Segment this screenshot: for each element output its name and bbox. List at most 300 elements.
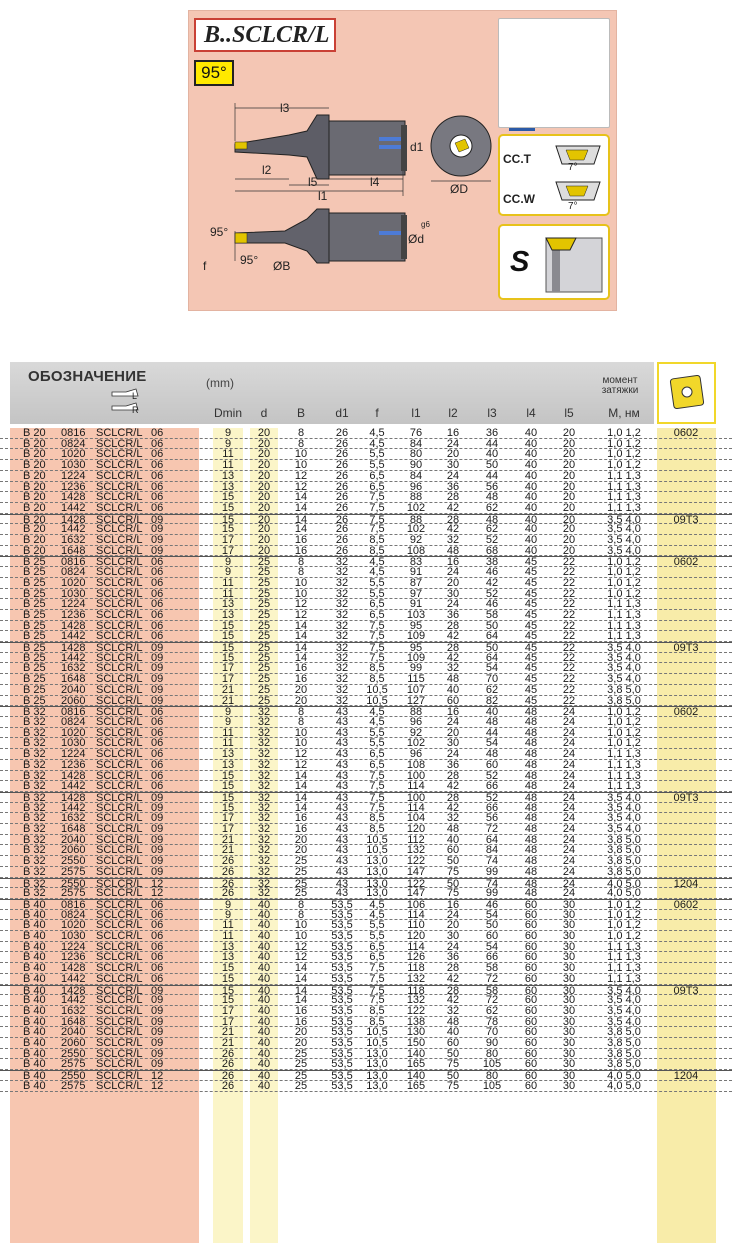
cell-insert: 1204 [673, 877, 699, 890]
cell-size: 1224 [61, 598, 86, 611]
cell-code: B 40 [23, 930, 46, 943]
cell-l3: 66 [485, 951, 499, 964]
cell-code: B 20 [23, 523, 46, 536]
cell-dmin: 15 [221, 994, 235, 1007]
cell-d: 32 [257, 748, 271, 761]
cc-t-label: CC.T [503, 152, 531, 166]
cell-d1: 43 [335, 758, 349, 771]
cell-d1: 43 [335, 865, 349, 878]
cell-l5: 22 [562, 576, 576, 589]
cell-size: 1428 [61, 791, 86, 804]
cell-f: 4,5 [369, 566, 385, 579]
cell-f: 10,5 [366, 694, 388, 707]
cell-size: 1632 [61, 662, 86, 675]
cell-size: 1442 [61, 780, 86, 793]
cell-insert-size: 06 [151, 587, 164, 600]
cell-l5: 20 [562, 544, 576, 557]
cell-l1: 88 [409, 491, 423, 504]
cell-insert: 09T3 [673, 984, 699, 997]
cell-dmin: 26 [221, 1047, 235, 1060]
col-l1: l1 [411, 406, 421, 420]
cell-insert: 0602 [673, 556, 699, 569]
cell-dmin: 11 [222, 726, 234, 739]
cell-size: 1632 [61, 812, 86, 825]
cell-d1: 32 [335, 662, 349, 675]
cell-d1: 26 [335, 459, 349, 472]
cell-l5: 24 [562, 833, 576, 846]
cell-size: 2575 [61, 1079, 86, 1092]
cell-torque: 1,0 1,2 [607, 587, 641, 600]
cell-l3: 38 [485, 556, 499, 569]
cell-l4: 48 [524, 887, 538, 900]
cell-d1: 43 [335, 706, 349, 719]
cell-B: 14 [294, 780, 308, 793]
cell-torque: 3,8 5,0 [607, 865, 641, 878]
cell-l4: 60 [524, 919, 538, 932]
cell-dmin: 9 [224, 437, 232, 450]
cell-l5: 24 [562, 758, 576, 771]
cell-f: 4,5 [369, 556, 385, 569]
cell-series: SCLCR/L [96, 812, 143, 825]
dim-l1: l1 [318, 189, 328, 203]
cell-series: SCLCR/L [96, 1047, 143, 1060]
cell-d: 40 [257, 962, 271, 975]
cell-l2: 24 [446, 598, 460, 611]
cell-l5: 24 [562, 715, 576, 728]
cell-l4: 40 [524, 501, 538, 514]
cell-insert-size: 09 [151, 651, 164, 664]
cell-l5: 30 [562, 1026, 576, 1039]
cell-code: B 40 [23, 1070, 46, 1083]
cell-d1: 26 [335, 448, 349, 461]
cell-f: 7,5 [369, 994, 385, 1007]
cell-insert-size: 09 [151, 855, 164, 868]
cell-d: 32 [257, 706, 271, 719]
cell-series: SCLCR/L [96, 694, 143, 707]
cell-code: B 20 [23, 480, 46, 493]
cell-f: 13,0 [366, 1047, 388, 1060]
cell-insert-size: 12 [151, 877, 164, 890]
cell-d1: 32 [335, 587, 349, 600]
cell-size: 1030 [61, 737, 86, 750]
col-l5: l5 [564, 406, 574, 420]
cell-f: 6,5 [369, 940, 385, 953]
cell-code: B 32 [23, 833, 46, 846]
cell-l2: 24 [446, 748, 460, 761]
cell-d: 40 [257, 1070, 271, 1083]
cell-series: SCLCR/L [96, 930, 143, 943]
cell-code: B 25 [23, 694, 46, 707]
cell-d1: 26 [335, 427, 349, 439]
cell-l1: 95 [409, 619, 423, 632]
cell-l3: 48 [485, 715, 499, 728]
cell-d1: 43 [335, 748, 349, 761]
cell-l3: 40 [485, 448, 499, 461]
cell-torque: 1,1 1,3 [607, 972, 641, 985]
cell-torque: 3,8 5,0 [607, 844, 641, 857]
dim-angle-95b: 95° [240, 253, 259, 267]
cell-l3: 99 [485, 865, 499, 878]
cell-size: 1030 [61, 587, 86, 600]
col-B: B [296, 406, 305, 420]
cell-d: 20 [257, 469, 271, 482]
cell-l2: 16 [446, 706, 460, 719]
cell-f: 7,5 [369, 791, 385, 804]
cell-l5: 22 [562, 683, 576, 696]
cell-d: 25 [257, 587, 271, 600]
cell-dmin: 15 [221, 630, 235, 643]
cell-dmin: 15 [221, 642, 235, 655]
cell-insert-size: 06 [151, 469, 164, 482]
cell-d1: 53,5 [331, 994, 353, 1007]
cell-l3: 84 [485, 844, 499, 857]
cell-l2: 42 [446, 630, 460, 643]
cell-l1: 108 [406, 544, 426, 557]
cell-l5: 24 [562, 823, 576, 836]
cell-dmin: 11 [222, 459, 234, 472]
cell-d: 20 [257, 491, 271, 504]
cell-l5: 22 [562, 694, 576, 707]
left-hand-label: L [132, 391, 138, 401]
cell-torque: 3,5 4,0 [607, 662, 641, 675]
cell-series: SCLCR/L [96, 887, 143, 900]
cell-l3: 54 [485, 737, 499, 750]
cell-l5: 20 [562, 523, 576, 536]
cell-size: 2060 [61, 694, 86, 707]
cell-f: 6,5 [369, 748, 385, 761]
cell-code: B 32 [23, 812, 46, 825]
cell-torque: 1,0 1,2 [607, 576, 641, 589]
cell-B: 16 [294, 812, 308, 825]
cell-l4: 60 [524, 1070, 538, 1083]
cell-size: 0824 [61, 566, 86, 579]
cell-f: 7,5 [369, 619, 385, 632]
cell-torque: 1,1 1,3 [607, 598, 641, 611]
cell-l1: 140 [406, 1047, 426, 1060]
col-d1: d1 [335, 406, 349, 420]
dim-f: f [203, 259, 207, 273]
cell-d: 25 [257, 619, 271, 632]
cell-l4: 60 [524, 1037, 538, 1050]
cell-l4: 45 [524, 619, 538, 632]
cell-l3: 44 [485, 726, 499, 739]
cell-l2: 50 [446, 855, 460, 868]
cell-l1: 114 [407, 801, 425, 814]
cell-series: SCLCR/L [96, 833, 143, 846]
cell-f: 8,5 [369, 1004, 385, 1017]
cell-d: 32 [257, 715, 271, 728]
cell-l4: 48 [524, 865, 538, 878]
cell-l2: 16 [446, 427, 460, 439]
cell-dmin: 9 [224, 908, 232, 921]
cell-l1: 140 [406, 1070, 426, 1083]
cell-l5: 24 [562, 769, 576, 782]
cell-l4: 45 [524, 673, 538, 686]
cell-torque: 3,5 4,0 [607, 1015, 641, 1028]
clamp-system-letter: S [510, 246, 530, 278]
cell-torque: 3,5 4,0 [607, 984, 641, 997]
cell-insert-size: 06 [151, 908, 164, 921]
cell-d: 25 [257, 630, 271, 643]
cell-code: B 32 [23, 758, 46, 771]
cell-l2: 42 [446, 651, 460, 664]
cell-dmin: 13 [221, 758, 235, 771]
cell-size: 0816 [61, 898, 86, 911]
cell-insert-size: 06 [151, 726, 164, 739]
cell-insert-size: 09 [151, 683, 164, 696]
cell-l1: 138 [406, 1015, 426, 1028]
cell-d: 40 [257, 984, 271, 997]
cell-code: B 40 [23, 908, 46, 921]
cell-size: 2575 [61, 1058, 86, 1071]
cell-d: 25 [257, 662, 271, 675]
cell-d: 40 [257, 1037, 271, 1050]
cell-l4: 60 [524, 994, 538, 1007]
cell-l5: 24 [562, 780, 576, 793]
cell-l4: 60 [524, 1058, 538, 1071]
cell-B: 10 [294, 459, 308, 472]
cell-dmin: 15 [221, 769, 235, 782]
cell-l2: 28 [446, 619, 460, 632]
cell-d: 40 [257, 930, 271, 943]
cell-series: SCLCR/L [96, 566, 143, 579]
cell-series: SCLCR/L [96, 1058, 143, 1071]
cell-l3: 54 [485, 662, 499, 675]
cell-f: 10,5 [366, 1037, 388, 1050]
cell-size: 1236 [61, 758, 86, 771]
cell-B: 20 [294, 683, 308, 696]
cell-code: B 20 [23, 544, 46, 557]
cell-torque: 1,0 1,2 [607, 898, 641, 911]
cell-size: 1442 [61, 630, 86, 643]
cell-code: B 32 [23, 887, 46, 900]
cell-l1: 120 [406, 823, 426, 836]
cell-d1: 32 [335, 598, 349, 611]
cell-insert-size: 06 [151, 459, 164, 472]
cell-torque: 1,0 1,2 [607, 908, 641, 921]
cell-d: 25 [257, 566, 271, 579]
cell-l5: 30 [562, 1079, 576, 1092]
cell-l5: 24 [562, 887, 576, 900]
cell-l5: 24 [562, 706, 576, 719]
cell-l5: 24 [562, 791, 576, 804]
cell-d1: 26 [335, 491, 349, 504]
cell-d1: 32 [335, 683, 349, 696]
cell-d: 32 [257, 823, 271, 836]
cell-torque: 3,8 5,0 [607, 855, 641, 868]
cell-dmin: 13 [221, 598, 235, 611]
cell-l2: 36 [446, 951, 460, 964]
cell-insert-size: 09 [151, 1004, 164, 1017]
cell-d1: 53,5 [331, 1058, 353, 1071]
col-l2: l2 [448, 406, 458, 420]
cell-size: 1648 [61, 1015, 86, 1028]
cell-B: 12 [294, 480, 308, 493]
cell-l2: 36 [446, 608, 460, 621]
cell-l1: 108 [406, 758, 426, 771]
cell-l3: 52 [485, 769, 499, 782]
cell-d1: 53,5 [331, 972, 353, 985]
cell-insert-size: 06 [151, 930, 164, 943]
cell-size: 1442 [61, 801, 86, 814]
cell-l5: 22 [562, 642, 576, 655]
insert-shape-box [657, 362, 716, 424]
col-l3: l3 [487, 406, 497, 420]
cell-size: 1224 [61, 940, 86, 953]
cell-d1: 32 [335, 576, 349, 589]
right-hand-label: R [132, 405, 139, 415]
cell-d1: 53,5 [331, 1047, 353, 1060]
cell-f: 13,0 [366, 1079, 388, 1092]
cell-insert-size: 09 [151, 1026, 164, 1039]
cell-l3: 42 [485, 576, 499, 589]
cell-f: 7,5 [369, 984, 385, 997]
dim-l2: l2 [262, 163, 272, 177]
designation-header: ОБОЗНАЧЕНИЕ [28, 368, 147, 385]
cell-d1: 43 [335, 726, 349, 739]
cell-l2: 30 [446, 930, 460, 943]
table-row [0, 867, 732, 878]
cell-insert-size: 06 [151, 480, 164, 493]
cell-code: B 40 [23, 962, 46, 975]
cell-B: 10 [294, 726, 308, 739]
cell-l1: 80 [409, 448, 423, 461]
cell-dmin: 17 [221, 544, 235, 557]
cell-d1: 53,5 [331, 940, 353, 953]
cell-dmin: 9 [224, 898, 232, 911]
cell-insert: 1204 [673, 1070, 699, 1083]
cell-insert-size: 09 [151, 642, 164, 655]
cell-l3: 80 [485, 1070, 499, 1083]
cell-code: B 32 [23, 844, 46, 857]
cell-l5: 22 [562, 608, 576, 621]
table-row [0, 578, 732, 589]
cell-series: SCLCR/L [96, 1079, 143, 1092]
cell-f: 7,5 [369, 523, 385, 536]
cell-d1: 53,5 [331, 1070, 353, 1083]
cell-torque: 3,5 4,0 [607, 812, 641, 825]
cell-dmin: 21 [221, 1026, 235, 1039]
cell-l2: 42 [446, 501, 460, 514]
cell-l4: 45 [524, 694, 538, 707]
cell-d1: 53,5 [331, 898, 353, 911]
cell-f: 13,0 [366, 877, 388, 890]
cell-l1: 122 [406, 855, 426, 868]
dim-D: ØD [450, 182, 468, 196]
cell-torque: 4,0 5,0 [607, 1070, 641, 1083]
cell-l1: 127 [406, 694, 426, 707]
cell-d1: 53,5 [331, 919, 353, 932]
cell-l2: 60 [446, 844, 460, 857]
cell-l4: 40 [524, 523, 538, 536]
cell-insert-size: 12 [151, 1070, 164, 1083]
cell-dmin: 17 [221, 1004, 235, 1017]
cell-series: SCLCR/L [96, 576, 143, 589]
dim-B: ØB [273, 259, 291, 273]
cell-l3: 64 [485, 651, 499, 664]
cell-l5: 20 [562, 534, 576, 547]
cell-l2: 48 [446, 673, 460, 686]
cell-series: SCLCR/L [96, 823, 143, 836]
cell-l5: 24 [562, 737, 576, 750]
cell-l4: 48 [524, 791, 538, 804]
cell-l3: 58 [485, 962, 499, 975]
cell-f: 8,5 [369, 823, 385, 836]
cell-code: B 25 [23, 608, 46, 621]
cell-l1: 130 [406, 1026, 426, 1039]
cell-B: 20 [294, 833, 308, 846]
cell-l2: 28 [446, 491, 460, 504]
cell-f: 13,0 [366, 887, 388, 900]
cell-code: B 40 [23, 1037, 46, 1050]
cell-l1: 87 [409, 576, 423, 589]
cell-l5: 22 [562, 556, 576, 569]
cell-l1: 132 [406, 844, 426, 857]
cell-code: B 20 [23, 469, 46, 482]
cell-d1: 53,5 [331, 951, 353, 964]
cell-d: 25 [257, 598, 271, 611]
cell-l3: 70 [485, 673, 499, 686]
cell-insert-size: 09 [151, 833, 164, 846]
cell-l3: 50 [485, 919, 499, 932]
cell-f: 7,5 [369, 801, 385, 814]
cell-l4: 45 [524, 642, 538, 655]
cell-B: 25 [294, 1079, 308, 1092]
cell-dmin: 11 [222, 448, 234, 461]
end-view [431, 116, 491, 181]
cell-d: 32 [257, 769, 271, 782]
cell-code: B 25 [23, 566, 46, 579]
cell-l1: 114 [407, 908, 425, 921]
cell-size: 1632 [61, 534, 86, 547]
cell-code: B 32 [23, 748, 46, 761]
cell-l3: 62 [485, 1004, 499, 1017]
cell-d1: 53,5 [331, 1037, 353, 1050]
cell-dmin: 11 [222, 930, 234, 943]
cell-l1: 96 [409, 715, 423, 728]
cell-d: 32 [257, 887, 271, 900]
cell-l5: 24 [562, 812, 576, 825]
cell-d1: 43 [335, 833, 349, 846]
cell-code: B 32 [23, 823, 46, 836]
cell-dmin: 13 [221, 469, 235, 482]
cell-f: 7,5 [369, 769, 385, 782]
cell-size: 2040 [61, 683, 86, 696]
cell-code: B 40 [23, 1015, 46, 1028]
cell-f: 7,5 [369, 630, 385, 643]
cell-size: 1428 [61, 491, 86, 504]
cell-f: 10,5 [366, 833, 388, 846]
cell-l4: 40 [524, 448, 538, 461]
cell-B: 20 [294, 844, 308, 857]
cell-torque: 1,0 1,2 [607, 919, 641, 932]
cell-code: B 20 [23, 491, 46, 504]
cell-B: 16 [294, 1004, 308, 1017]
cell-size: 1442 [61, 523, 86, 536]
cell-l4: 60 [524, 1015, 538, 1028]
cell-code: B 25 [23, 576, 46, 589]
cell-l4: 45 [524, 683, 538, 696]
cell-torque: 3,8 5,0 [607, 1026, 641, 1039]
cell-B: 12 [294, 951, 308, 964]
cell-l2: 28 [446, 769, 460, 782]
cell-l2: 30 [446, 459, 460, 472]
cell-series: SCLCR/L [96, 1026, 143, 1039]
cell-torque: 1,1 1,3 [607, 619, 641, 632]
cell-d: 25 [257, 651, 271, 664]
cell-l2: 20 [446, 726, 460, 739]
cell-insert: 09T3 [673, 791, 699, 804]
